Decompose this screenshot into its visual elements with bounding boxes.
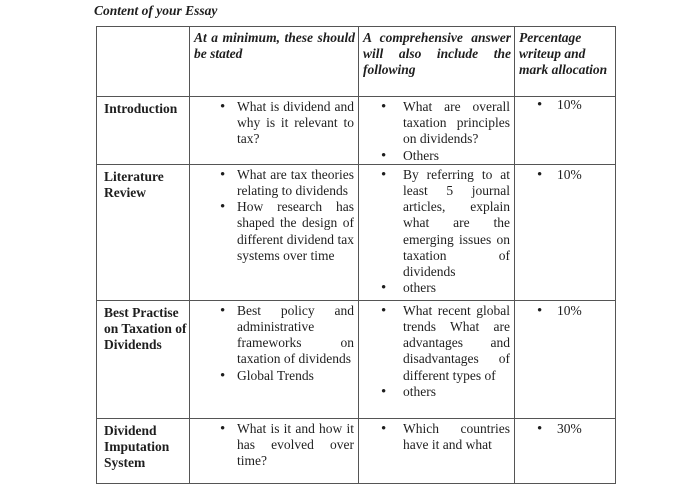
table-row — [97, 164, 616, 300]
minimum-cell — [190, 164, 359, 300]
comprehensive-cell — [359, 164, 515, 300]
table-row — [97, 418, 616, 483]
allocation-value: • 10% — [515, 167, 615, 183]
minimum-cell — [190, 97, 359, 165]
list-item: • Global Trends — [190, 368, 358, 384]
allocation-value: • 10% — [515, 97, 615, 113]
list-item: • Which countries have it and what — [359, 421, 514, 453]
essay-content-heading: Content of your Essay — [94, 3, 218, 18]
table-header-row — [97, 27, 616, 97]
list-item: • What is it and how it has evolved over time? — [190, 421, 358, 470]
essay-content-table — [96, 26, 616, 484]
allocation-cell — [515, 164, 616, 300]
comprehensive-cell — [359, 97, 515, 165]
table-row — [97, 300, 616, 418]
list-item: • How research has shaped the design of different dividend tax systems over time — [190, 199, 358, 264]
minimum-cell — [190, 300, 359, 418]
list-item: • Others — [359, 148, 514, 164]
allocation-value: • 30% — [515, 421, 615, 437]
list-item: • others — [359, 280, 514, 296]
list-item: • What are tax theories relating to dividends — [190, 167, 358, 199]
comprehensive-cell — [359, 418, 515, 483]
section-name: Best Practise on Taxation of Dividends — [97, 300, 190, 418]
allocation-value: • 10% — [515, 303, 615, 319]
list-item: • By referring to at least 5 journal articles, explain what are the emerging issues on taxation of dividends — [359, 167, 514, 280]
list-item: • What are overall taxation principles on dividends? — [359, 99, 514, 148]
section-name: Introduction — [97, 97, 190, 165]
allocation-cell — [515, 418, 616, 483]
header-empty-cell — [97, 27, 190, 97]
list-item: • What recent global trends What are advantages and disadvantages of different types of — [359, 303, 514, 384]
header-allocation: Percentage writeup and mark allocation — [515, 27, 616, 97]
section-name: Literature Review — [97, 164, 190, 300]
header-comprehensive: A comprehensive answer will also include the following — [359, 27, 515, 97]
table-row — [97, 97, 616, 165]
section-name: Dividend Imputation System — [97, 418, 190, 483]
allocation-cell — [515, 97, 616, 165]
minimum-cell — [190, 418, 359, 483]
list-item: • What is dividend and why is it relevant to tax? — [190, 99, 358, 148]
list-item: • others — [359, 384, 514, 400]
allocation-cell — [515, 300, 616, 418]
comprehensive-cell — [359, 300, 515, 418]
list-item: • Best policy and administrative frameworks on taxation of dividends — [190, 303, 358, 368]
header-minimum: At a minimum, these should be stated — [190, 27, 359, 97]
